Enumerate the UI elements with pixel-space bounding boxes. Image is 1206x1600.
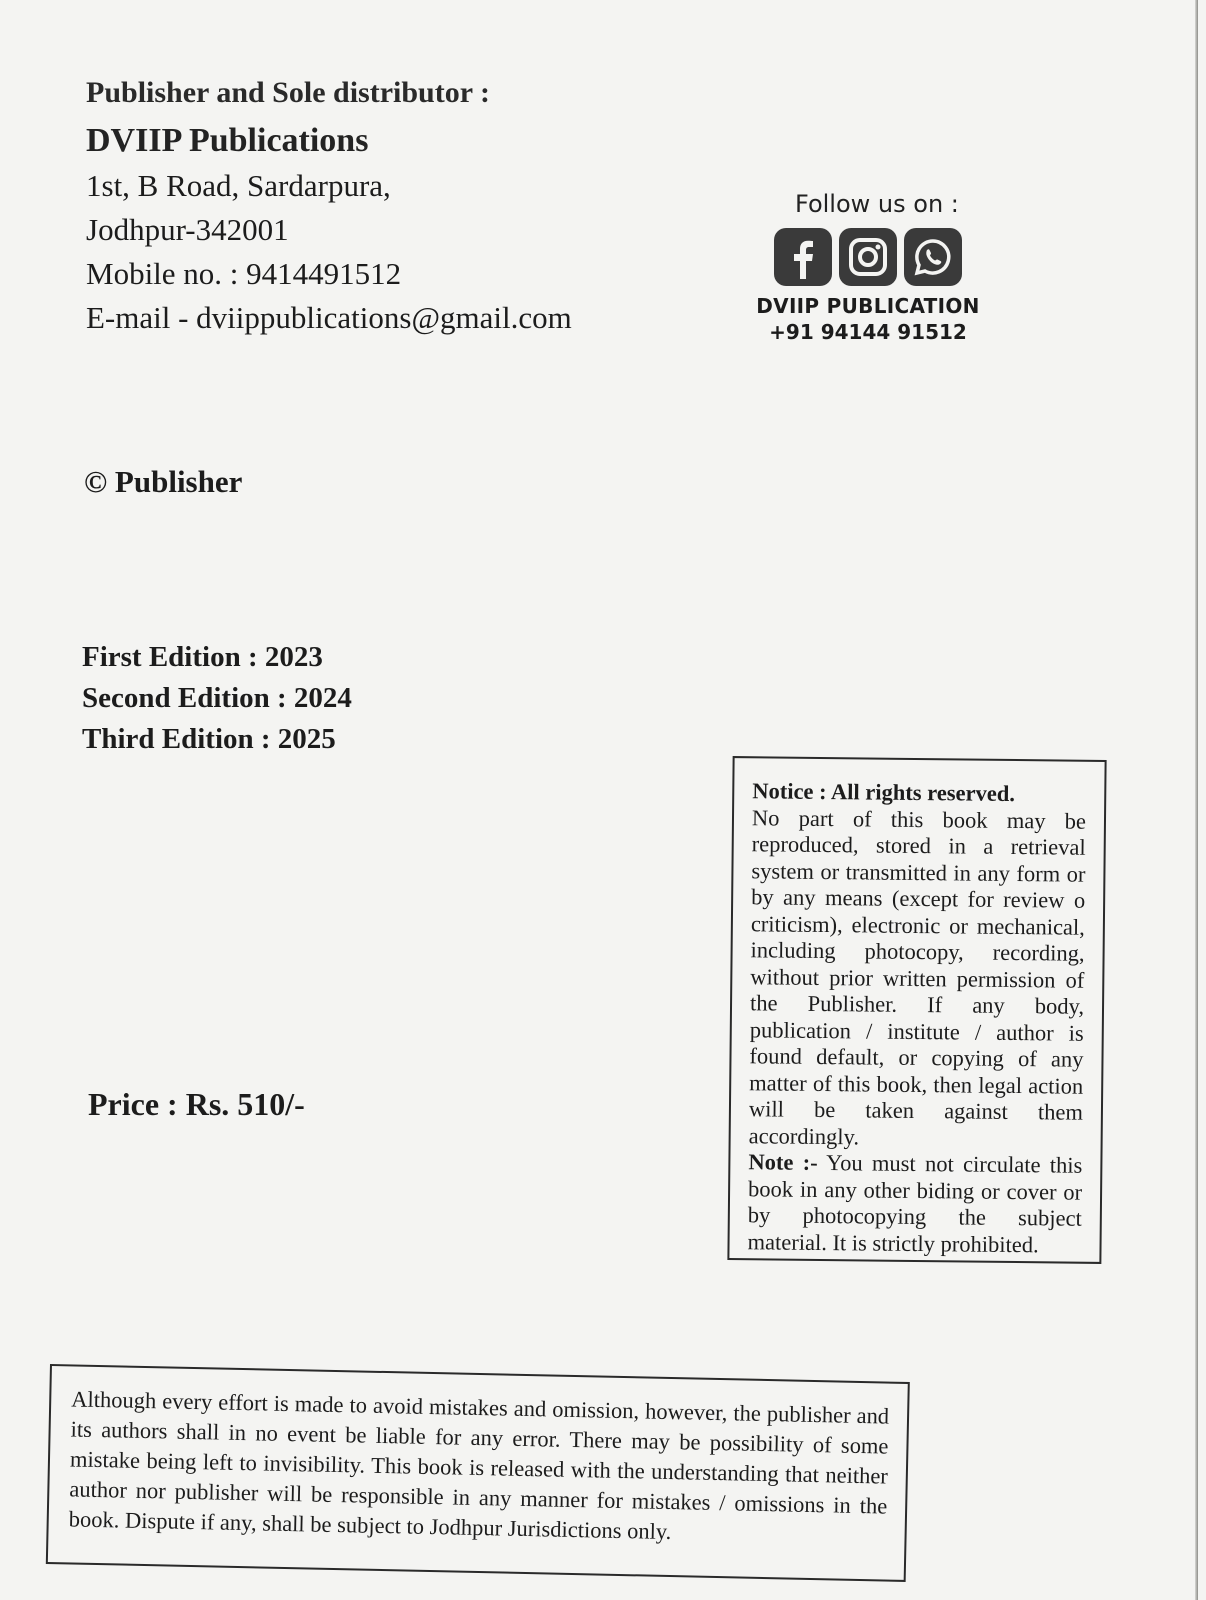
email-address: E-mail - dviippublications@gmail.com bbox=[86, 300, 572, 335]
disclaimer-box bbox=[46, 1364, 910, 1582]
rights-notice-box bbox=[727, 756, 1106, 1264]
third-edition: Third Edition : 2025 bbox=[82, 723, 336, 755]
address-line-1: 1st, B Road, Sardarpura, bbox=[86, 168, 391, 203]
instagram-icon bbox=[839, 228, 897, 286]
notice-body: No part of this book may be reproduced, stored in a retrieval system or transmitted in any form or by any means (except for review o criticism), electronic or mechanical, including photocopy, recording, without prior written permission of the Publisher. If any body, publication / institute / author is found default, or copying of any matter of this book, then legal action will be taken against them accordingly. bbox=[748, 804, 1087, 1149]
social-block bbox=[756, 190, 985, 344]
publisher-block bbox=[86, 76, 706, 336]
facebook-icon bbox=[774, 228, 832, 286]
copyright-notice: © Publisher bbox=[84, 464, 243, 499]
price: Price : Rs. 510/- bbox=[88, 1086, 305, 1122]
notice-title: Notice : All rights reserved. bbox=[752, 778, 1016, 807]
page-edge bbox=[1195, 0, 1198, 1600]
note-body: You must not circulate this book in any other biding or cover or by photocopying the subject material. It is strictly prohibited. bbox=[747, 1150, 1083, 1257]
disclaimer-text: Although every effort is made to avoid mistakes and omission, however, the publisher and its authors shall in no event be liable for any error. There may be possibility of some mistake being left to invisibility. This book is released with the understanding that neither author nor publisher will be responsible in any manner for mistakes / omissions in the book. Dispute if any, shall be subject to Jodhpur Jurisdictions only. bbox=[68, 1386, 890, 1545]
note-label: Note :- bbox=[748, 1149, 818, 1175]
whatsapp-icon bbox=[904, 228, 962, 286]
mobile-number: Mobile no. : 9414491512 bbox=[86, 256, 402, 291]
publisher-name: DVIIP Publications bbox=[86, 122, 369, 159]
notice-note bbox=[747, 1149, 1082, 1258]
social-brand: DVIIP PUBLICATION bbox=[756, 294, 980, 318]
second-edition: Second Edition : 2024 bbox=[82, 682, 352, 714]
editions-list bbox=[82, 640, 352, 763]
first-edition: First Edition : 2023 bbox=[82, 641, 323, 673]
social-phone: +91 94144 91512 bbox=[769, 320, 967, 344]
publisher-heading: Publisher and Sole distributor : bbox=[86, 76, 490, 109]
address-line-2: Jodhpur-342001 bbox=[86, 212, 289, 247]
follow-label: Follow us on : bbox=[795, 190, 959, 218]
social-icons bbox=[751, 228, 985, 286]
